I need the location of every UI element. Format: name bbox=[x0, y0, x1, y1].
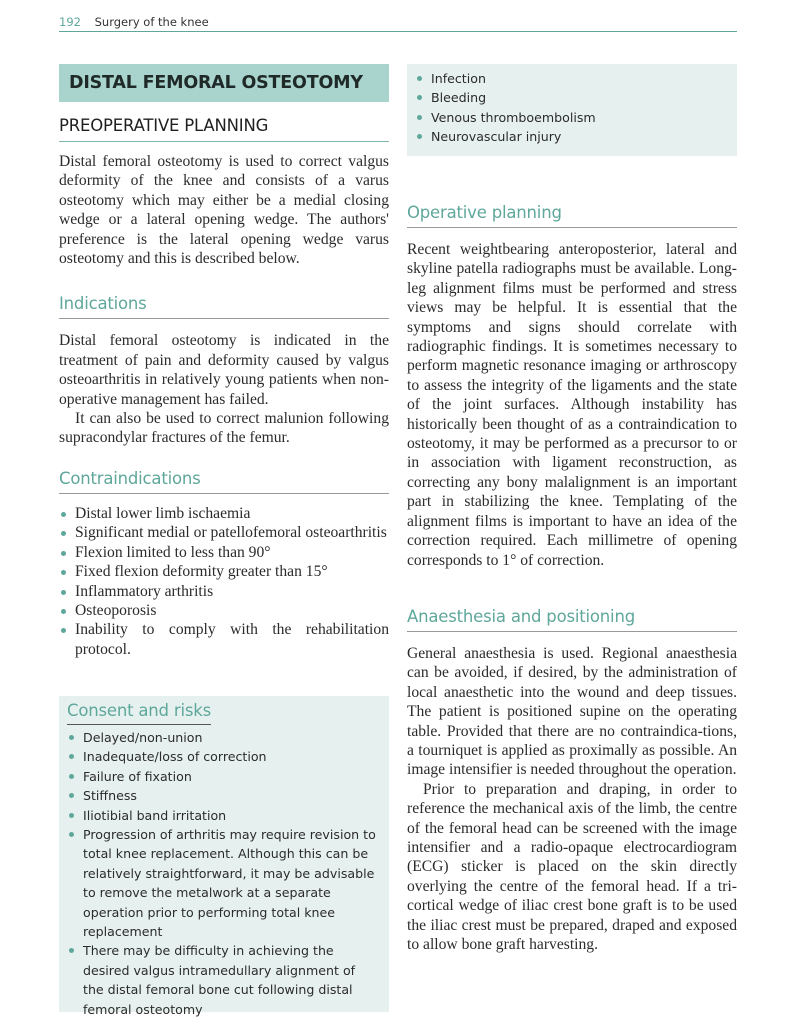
list-item: Delayed/non-union bbox=[67, 728, 379, 747]
list-item: Inadequate/loss of correction bbox=[67, 747, 379, 766]
indications-heading: Indications bbox=[59, 293, 389, 319]
list-item: Distal lower limb ischaemia bbox=[59, 504, 389, 523]
list-item: Bleeding bbox=[415, 88, 737, 107]
left-column bbox=[59, 64, 389, 659]
chapter-title: DISTAL FEMORAL OSTEOTOMY bbox=[59, 64, 389, 102]
consent-list bbox=[67, 728, 379, 1019]
list-item: Neurovascular injury bbox=[415, 127, 737, 146]
list-item: Fixed flexion deformity greater than 15° bbox=[59, 562, 389, 581]
consent-risks-box bbox=[59, 696, 389, 1017]
list-item: Inflammatory arthritis bbox=[59, 582, 389, 601]
list-item: There may be difficulty in achieving the desired valgus intramedullary alignment of the distal femoral bone cut following distal femoral osteotomy bbox=[67, 941, 379, 1019]
consent-heading: Consent and risks bbox=[67, 700, 211, 725]
list-item: Stiffness bbox=[67, 786, 379, 805]
list-item: Venous thromboembolism bbox=[415, 108, 737, 127]
list-item: Osteoporosis bbox=[59, 601, 389, 620]
contraindications-heading: Contraindications bbox=[59, 468, 389, 494]
running-head bbox=[59, 14, 737, 32]
risks-continued-box bbox=[407, 64, 737, 156]
indications-paragraph-1: Distal femoral osteotomy is indicated in the treatment of pain and deformity caused by valgus osteoarthritis in relatively young patients when non-operative management has failed. bbox=[59, 332, 389, 408]
section-title: PREOPERATIVE PLANNING bbox=[59, 115, 389, 142]
list-item: Significant medial or patellofemoral osteoarthritis bbox=[59, 523, 389, 542]
list-item: Iliotibial band irritation bbox=[67, 806, 379, 825]
indications-paragraph-2: It can also be used to correct malunion following supracondylar fractures of the femur. bbox=[59, 410, 389, 447]
intro-paragraph: Distal femoral osteotomy is used to correct valgus deformity of the knee and consists of a varus osteotomy which may either be a medial closing wedge or a lateral opening wedge. The authors' preference is the lateral opening wedge varus osteotomy and this is described below. bbox=[59, 153, 389, 268]
list-item: Progression of arthritis may require revision to total knee replacement. Although this can be relatively straightforward, it may be advisable to remove the metalwork at a separate operation prior to performing total knee replacement bbox=[67, 825, 379, 941]
anaesthesia-paragraph-1: General anaesthesia is used. Regional anaesthesia can be avoided, if desired, by the administration of local anaesthetic into the wound and deep tissues. The patient is positioned supine on the operating table. Provided that there are no contraindica-tions, a tourniquet is applied as proximally as possible. An image intensifier is needed throughout the operation. bbox=[407, 644, 737, 779]
risks-continued-list bbox=[415, 69, 737, 147]
list-item: Failure of fixation bbox=[67, 767, 379, 786]
list-item: Flexion limited to less than 90° bbox=[59, 543, 389, 562]
operative-planning-heading: Operative planning bbox=[407, 202, 737, 228]
contraindications-list bbox=[59, 504, 389, 659]
list-item: Inability to comply with the rehabilitation protocol. bbox=[59, 620, 389, 659]
page-number: 192 bbox=[59, 15, 81, 29]
anaesthesia-heading: Anaesthesia and positioning bbox=[407, 606, 737, 632]
operative-planning-paragraph: Recent weightbearing anteroposterior, lateral and skyline patella radiographs must be available. Long-leg alignment films must be performed and stress views may be helpful. It is essential that the symptoms and signs should correlate with radiographic findings. It is sometimes necessary to perform magnetic resonance imaging or arthroscopy to assess the integrity of the ligaments and the state of the joint surfaces. Although instability has historically been thought of as a contraindication to osteotomy, it may be performed as a precursor to or in association with ligament reconstruction, as correcting any bony malalignment is an important part in stabilizing the knee. Templating of the alignment films is important to have an idea of the correction required. Each millimetre of opening corresponds to 1° of correction. bbox=[407, 241, 737, 569]
right-column bbox=[407, 202, 737, 954]
list-item: Infection bbox=[415, 69, 737, 88]
anaesthesia-paragraph-2: Prior to preparation and draping, in order to reference the mechanical axis of the limb, the centre of the femoral head can be screened with the image intensifier and a radio-opaque electrocardiogram (ECG) sticker is placed on the skin directly overlying the centre of the femoral head. If a tri-cortical wedge of iliac crest bone graft is to be used the iliac crest must be prepared, draped and exposed to allow bone graft harvesting. bbox=[407, 780, 737, 953]
running-title: Surgery of the knee bbox=[94, 15, 209, 29]
